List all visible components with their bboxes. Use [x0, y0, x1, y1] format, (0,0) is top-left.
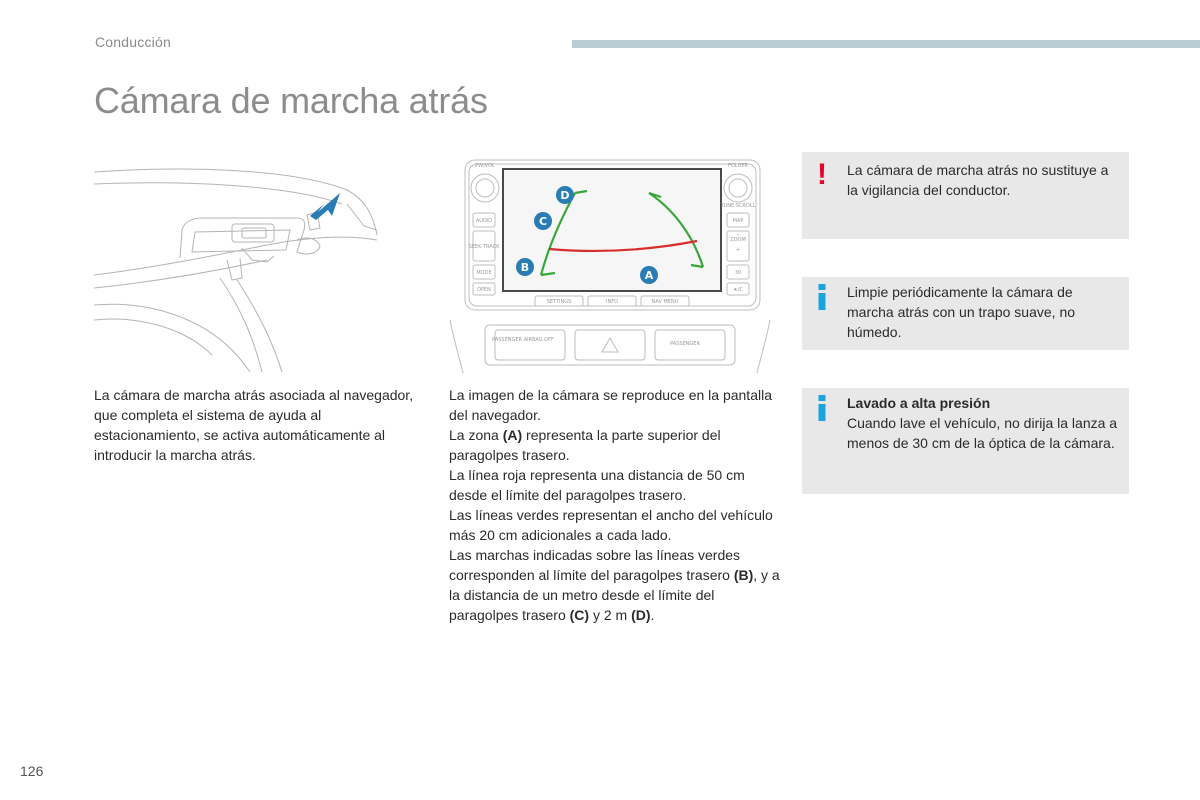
- button-label: NAV MENU: [651, 299, 679, 305]
- warning-icon: !: [817, 158, 827, 191]
- button-label: OPEN: [477, 287, 491, 293]
- label-d: (D): [631, 607, 651, 623]
- section-label: Conducción: [95, 34, 171, 50]
- text-span: y 2 m: [589, 607, 632, 623]
- text-span: Las marchas indicadas sobre las líneas verdes corresponden al límite del paragolpes trasero: [449, 547, 741, 583]
- paragraph: Las líneas verdes representan el ancho del vehículo más 20 cm adicionales a cada lado.: [449, 507, 773, 543]
- text-span: representa la parte superior del paragolpes trasero.: [449, 427, 721, 463]
- button-label: FOLDER: [727, 163, 749, 169]
- tailgate-camera-illustration: [92, 160, 392, 375]
- button-label: TUNE SCROLL: [720, 203, 756, 209]
- paragraph: La imagen de la cámara se reproduce en la pantalla del navegador.: [449, 387, 772, 423]
- info-text: Cuando lave el vehículo, no dirija la lanza a menos de 30 cm de la óptica de la cámara.: [847, 415, 1118, 451]
- info-box-cleaning: [802, 277, 1129, 350]
- intro-paragraph: La cámara de marcha atrás asociada al navegador, que completa el sistema de ayuda al estacionamiento, se activa automáticamente al introducir la marcha atrás.: [94, 387, 414, 463]
- info-box-pressure-wash: [802, 388, 1129, 494]
- button-label: 30: [734, 270, 742, 276]
- description-block: [449, 385, 784, 625]
- marker-a-label: A: [644, 269, 654, 282]
- button-label: SEEK TRACK: [468, 244, 500, 250]
- marker-d-label: D: [560, 189, 570, 202]
- paragraph: La línea roja representa una distancia de 50 cm desde el límite del paragolpes trasero.: [449, 467, 745, 503]
- info-text: Limpie periódicamente la cámara de marcha atrás con un trapo suave, no húmedo.: [847, 284, 1076, 340]
- button-label: MAP: [732, 218, 744, 224]
- marker-b-label: B: [520, 261, 530, 274]
- label-c: (C): [569, 607, 590, 623]
- warning-text: La cámara de marcha atrás no sustituye a la vigilancia del conductor.: [847, 162, 1109, 198]
- page-number: 126: [20, 763, 44, 779]
- button-label: +: [735, 247, 741, 253]
- button-label: ★/C: [733, 287, 743, 293]
- button-label: PW/VOL: [475, 163, 495, 169]
- marker-c-label: C: [538, 215, 548, 228]
- label-a: (A): [502, 427, 523, 443]
- button-label: AUDIO: [475, 218, 493, 224]
- paragraph: [449, 545, 784, 625]
- button-label: SETTINGS: [546, 299, 572, 305]
- console-label: PASSENGER: [670, 341, 700, 347]
- console-label: PASSENGER AIRBAG OFF: [492, 337, 554, 343]
- text-span: .: [650, 607, 655, 623]
- page-title: Cámara de marcha atrás: [94, 80, 488, 121]
- text-span: La zona: [449, 427, 503, 443]
- button-label: INFO: [605, 299, 619, 305]
- info-icon: [815, 284, 829, 310]
- info-content: [847, 393, 1123, 453]
- info-icon: [815, 395, 829, 421]
- paragraph: [449, 425, 784, 465]
- info-title: Lavado a alta presión: [847, 395, 991, 411]
- navigator-screen-illustration: [445, 155, 775, 375]
- button-label: −: [735, 232, 741, 238]
- button-label: ZOOM: [730, 237, 746, 243]
- button-label: MODE: [476, 270, 492, 276]
- warning-box: [802, 152, 1129, 239]
- label-b: (B): [733, 567, 754, 583]
- header-accent-bar: [572, 40, 1200, 48]
- text-span: , y a la distancia de un metro desde el límite del paragolpes trasero: [449, 567, 780, 623]
